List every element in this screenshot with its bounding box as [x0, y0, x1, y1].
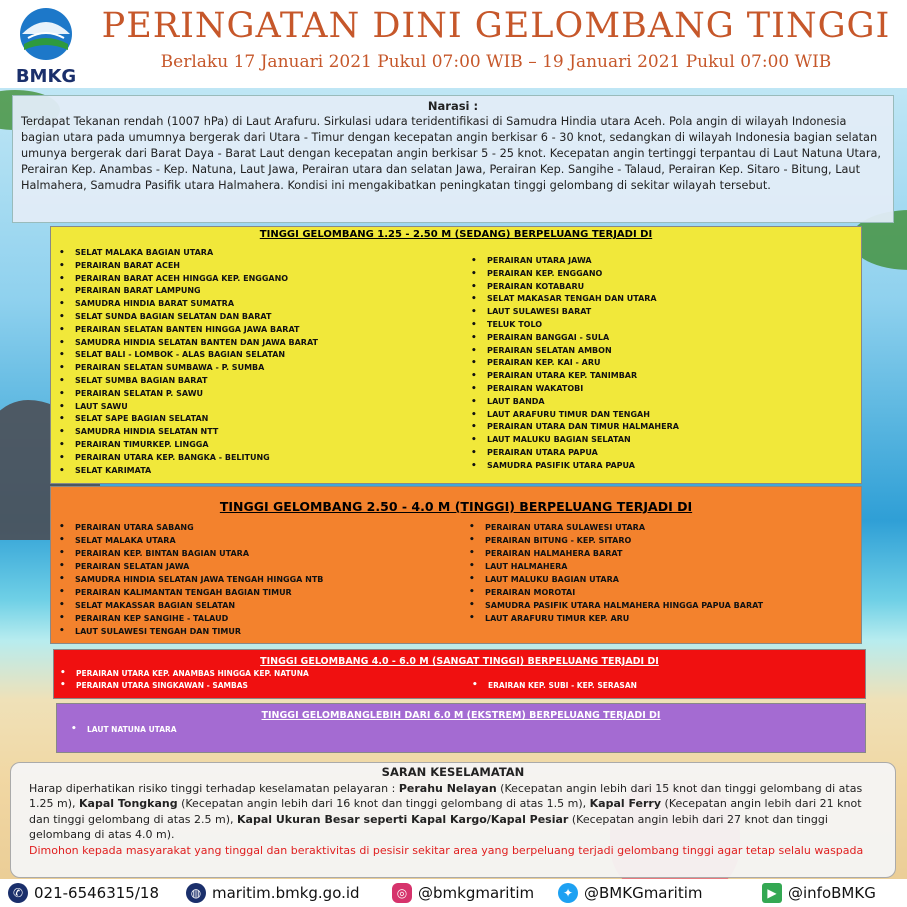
- area-item: • PERAIRAN KEP SANGIHE - TALAUD: [59, 612, 323, 625]
- validity-period: Berlaku 17 Januari 2021 Pukul 07:00 WIB – 19 Januari 2021 Pukul 07:00 WIB: [160, 52, 832, 72]
- area-item: • PERAIRAN UTARA SABANG: [59, 521, 323, 534]
- ekstrem-panel: [56, 703, 866, 753]
- area-item: • SAMUDRA HINDIA SELATAN BANTEN DAN JAWA BARAT: [59, 337, 318, 350]
- sedang-list-left: [59, 247, 318, 477]
- area-item: • PERAIRAN SELATAN BANTEN HINGGA JAWA BARAT: [59, 324, 318, 337]
- playstore-link[interactable]: [762, 883, 876, 903]
- area-item: • LAUT ARAFURU TIMUR KEP. ARU: [469, 612, 763, 625]
- phone-number: 021-6546315/18: [34, 884, 159, 902]
- area-item: • PERAIRAN BARAT LAMPUNG: [59, 285, 318, 298]
- area-item: • PERAIRAN SELATAN JAWA: [59, 560, 323, 573]
- area-item: • PERAIRAN KEP. KAI - ARU: [471, 357, 679, 370]
- area-item: • LAUT NATUNA UTARA: [71, 724, 177, 736]
- area-item: • LAUT MALUKU BAGIAN UTARA: [469, 573, 763, 586]
- sangat-tinggi-list-right: [472, 680, 637, 692]
- area-item: • SELAT MALAKA UTARA: [59, 534, 323, 547]
- sedang-panel: [50, 226, 862, 484]
- header: [0, 0, 907, 88]
- tinggi-list-left: [59, 521, 323, 638]
- area-item: • SELAT SUMBA BAGIAN BARAT: [59, 375, 318, 388]
- area-item: • LAUT BANDA: [471, 396, 679, 409]
- area-item: • SAMUDRA HINDIA BARAT SUMATRA: [59, 298, 318, 311]
- playstore-icon: ▶: [762, 883, 782, 903]
- instagram-handle: @bmkgmaritim: [418, 884, 535, 902]
- area-item: • SELAT KARIMATA: [59, 465, 318, 478]
- website-text: maritim.bmkg.go.id: [212, 884, 360, 902]
- area-item: • LAUT ARAFURU TIMUR DAN TENGAH: [471, 409, 679, 422]
- area-item: • SELAT BALI - LOMBOK - ALAS BAGIAN SELATAN: [59, 349, 318, 362]
- playstore-handle: @infoBMKG: [788, 884, 876, 902]
- bmkg-logo: [8, 4, 84, 86]
- instagram-icon: ◎: [392, 883, 412, 903]
- area-item: • PERAIRAN SELATAN P. SAWU: [59, 388, 318, 401]
- area-item: • PERAIRAN BITUNG - KEP. SITARO: [469, 534, 763, 547]
- footer-contact-bar: [0, 879, 907, 907]
- area-item: • LAUT MALUKU BAGIAN SELATAN: [471, 434, 679, 447]
- area-item: • PERAIRAN UTARA JAWA: [471, 255, 679, 268]
- area-item: • SAMUDRA PASIFIK UTARA HALMAHERA HINGGA PAPUA BARAT: [469, 599, 763, 612]
- area-item: • PERAIRAN TIMURKEP. LINGGA: [59, 439, 318, 452]
- area-item: • PERAIRAN SELATAN AMBON: [471, 345, 679, 358]
- instagram-link[interactable]: [392, 883, 534, 903]
- area-item: • PERAIRAN HALMAHERA BARAT: [469, 547, 763, 560]
- ekstrem-heading: TINGGI GELOMBANGLEBIH DARI 6.0 M (EKSTREM) BERPELUANG TERJADI DI: [261, 710, 661, 721]
- area-item: • PERAIRAN KEP. ENGGANO: [471, 268, 679, 281]
- tinggi-heading: TINGGI GELOMBANG 2.50 - 4.0 M (TINGGI) BERPELUANG TERJADI DI: [219, 499, 693, 514]
- narasi-text: Terdapat Tekanan rendah (1007 hPa) di Laut Arafuru. Sirkulasi udara teridentifikasi di Samudra Hindia utara Aceh. Pola angin di wilayah Indonesia bagian utara pada umumnya bergerak dari Utara - Timur dengan kecepatan angin berkisar 6 - 30 knot, sedangkan di wilayah Indonesia bagian selatan umunya bergerak dari Barat Daya - Barat Laut dengan kecepatan angin berkisar 5 - 25 knot. Kecepatan angin tertinggi terpantau di Laut Natuna Utara, Perairan Kep. Anambas - Kep. Natuna, Laut Jawa, Perairan utara dan selatan Jawa, Perairan Kep. Sangihe - Talaud, Perairan Kep. Sitaro - Bitung, Laut Halmahera, Samudra Pasifik utara Halmahera. Kondisi ini mengakibatkan peningkatan tinggi gelombang di sekitar wilayah tersebut.: [21, 115, 881, 192]
- area-item: • PERAIRAN UTARA KEP. TANIMBAR: [471, 370, 679, 383]
- sangat-tinggi-panel: [53, 649, 866, 699]
- tinggi-panel: [50, 486, 862, 644]
- area-item: • SAMUDRA PASIFIK UTARA PAPUA: [471, 460, 679, 473]
- area-item: • SELAT MALAKA BAGIAN UTARA: [59, 247, 318, 260]
- area-item: • SELAT MAKASSAR BAGIAN SELATAN: [59, 599, 323, 612]
- tinggi-list-right: [469, 521, 763, 625]
- area-item: • SELAT SUNDA BAGIAN SELATAN DAN BARAT: [59, 311, 318, 324]
- area-item: • SAMUDRA HINDIA SELATAN NTT: [59, 426, 318, 439]
- area-item: • LAUT SULAWESI BARAT: [471, 306, 679, 319]
- area-item: • PERAIRAN WAKATOBI: [471, 383, 679, 396]
- area-item: • PERAIRAN MOROTAI: [469, 586, 763, 599]
- area-item: • SAMUDRA HINDIA SELATAN JAWA TENGAH HINGGA NTB: [59, 573, 323, 586]
- area-item: • ERAIRAN KEP. SUBI - KEP. SERASAN: [472, 680, 637, 692]
- area-item: • PERAIRAN BARAT ACEH HINGGA KEP. ENGGANO: [59, 273, 318, 286]
- sedang-heading: TINGGI GELOMBANG 1.25 - 2.50 M (SEDANG) BERPELUANG TERJADI DI: [259, 229, 653, 240]
- svg-text:BMKG: BMKG: [15, 66, 77, 86]
- area-item: • PERAIRAN KOTABARU: [471, 281, 679, 294]
- area-item: • PERAIRAN KEP. BINTAN BAGIAN UTARA: [59, 547, 323, 560]
- safety-text: Harap diperhatikan risiko tinggi terhadap keselamatan pelayaran : Perahu Nelayan (Kecepatan angin lebih dari 15 knot dan tinggi gelombang di atas 1.25 m), Kapal Tongkang (Kecepatan angin lebih dari 16 knot dan tinggi gelombang di atas 1.5 m), Kapal Ferry (Kecepatan angin lebih dari 21 knot dan tinggi gelombang di atas 2.5 m), Kapal Ukuran Besar seperti Kapal Kargo/Kapal Pesiar (Kecepatan angin lebih dari 27 knot dan tinggi gelombang di atas 4.0 m).: [29, 781, 863, 841]
- area-item: • PERAIRAN BANGGAI - SULA: [471, 332, 679, 345]
- area-item: • SELAT SAPE BAGIAN SELATAN: [59, 413, 318, 426]
- page-title: PERINGATAN DINI GELOMBANG TINGGI: [101, 6, 891, 46]
- area-item: • PERAIRAN BARAT ACEH: [59, 260, 318, 273]
- twitter-link[interactable]: [558, 883, 703, 903]
- area-item: • PERAIRAN UTARA SINGKAWAN - SAMBAS: [60, 680, 309, 692]
- area-item: • PERAIRAN UTARA KEP. ANAMBAS HINGGA KEP. NATUNA: [60, 668, 309, 680]
- globe-icon: ◍: [186, 883, 206, 903]
- sedang-list-right: [471, 255, 679, 473]
- area-item: • LAUT SULAWESI TENGAH DAN TIMUR: [59, 625, 323, 638]
- area-item: • SELAT MAKASAR TENGAH DAN UTARA: [471, 293, 679, 306]
- phone-icon: ✆: [8, 883, 28, 903]
- narasi-panel: [12, 95, 894, 223]
- twitter-handle: @BMKGmaritim: [584, 884, 703, 902]
- twitter-icon: ✦: [558, 883, 578, 903]
- safety-warning: Dimohon kepada masyarakat yang tinggal dan beraktivitas di pesisir sekitar area yang berpeluang terjadi gelombang tinggi agar tetap selalu waspada: [29, 843, 864, 857]
- sangat-tinggi-list-left: [60, 668, 309, 691]
- ekstrem-list: [71, 724, 177, 736]
- website-link[interactable]: [186, 883, 360, 903]
- area-item: • PERAIRAN UTARA PAPUA: [471, 447, 679, 460]
- area-item: • PERAIRAN SELATAN SUMBAWA - P. SUMBA: [59, 362, 318, 375]
- area-item: • PERAIRAN KALIMANTAN TENGAH BAGIAN TIMUR: [59, 586, 323, 599]
- sangat-tinggi-heading: TINGGI GELOMBANG 4.0 - 6.0 M (SANGAT TINGGI) BERPELUANG TERJADI DI: [260, 656, 659, 667]
- phone-contact[interactable]: [8, 883, 159, 903]
- area-item: • TELUK TOLO: [471, 319, 679, 332]
- narasi-heading: Narasi :: [427, 99, 479, 113]
- area-item: • PERAIRAN UTARA KEP. BANGKA - BELITUNG: [59, 452, 318, 465]
- area-item: • LAUT SAWU: [59, 401, 318, 414]
- area-item: • LAUT HALMAHERA: [469, 560, 763, 573]
- area-item: • PERAIRAN UTARA SULAWESI UTARA: [469, 521, 763, 534]
- safety-advice-panel: [10, 762, 896, 878]
- area-item: • PERAIRAN UTARA DAN TIMUR HALMAHERA: [471, 421, 679, 434]
- safety-heading: SARAN KESELAMATAN: [381, 765, 525, 779]
